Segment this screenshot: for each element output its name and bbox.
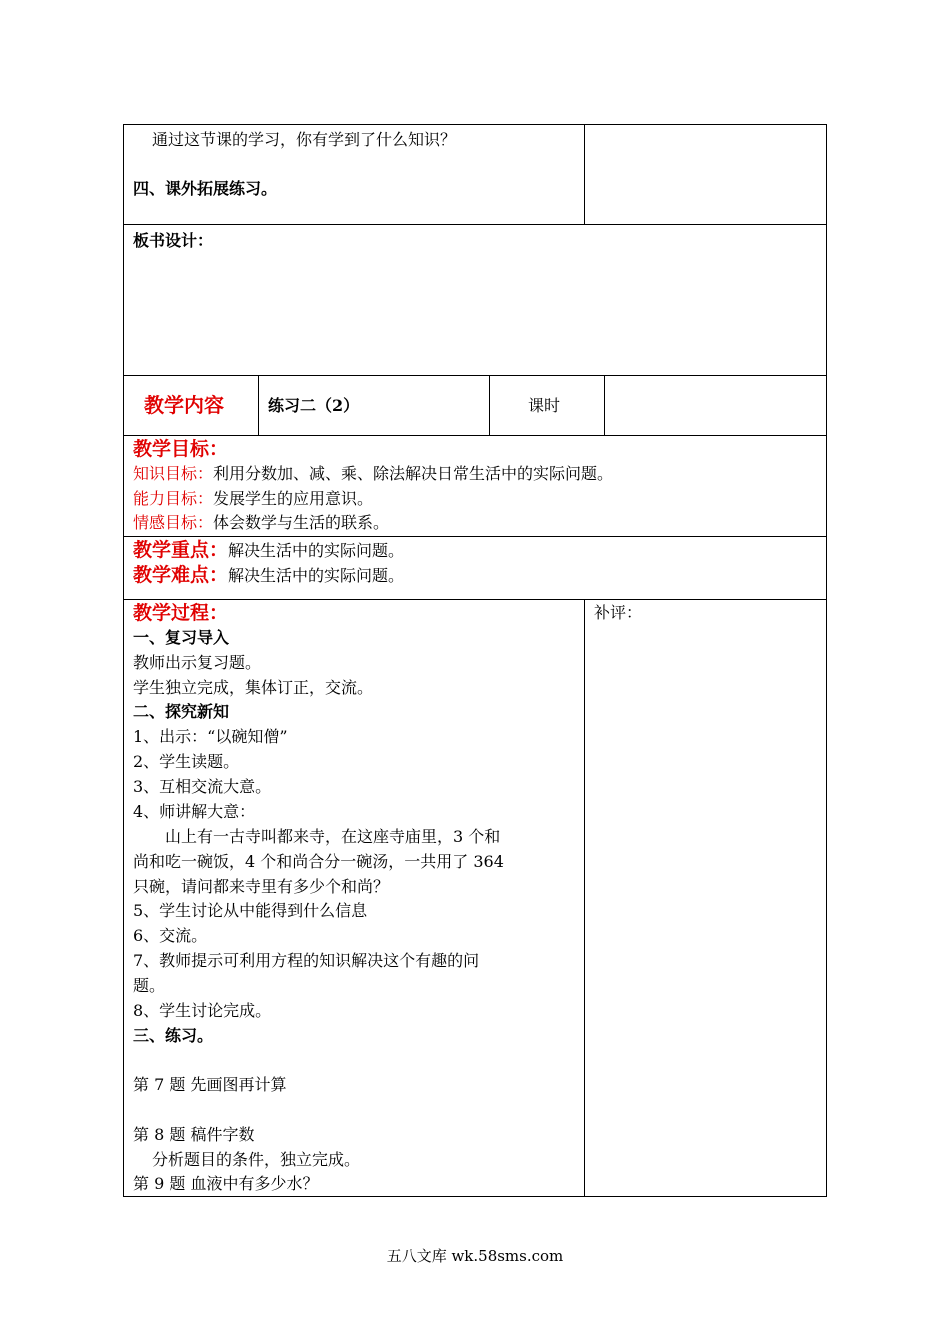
goal-ability-text: 发展学生的应用意识。	[213, 489, 374, 508]
teaching-focus-label: 教学重点：	[133, 539, 229, 561]
teaching-difficulty-text: 解决生活中的实际问题。	[228, 566, 405, 585]
process-step: 8、学生讨论完成。	[133, 1001, 272, 1020]
teaching-focus	[133, 538, 404, 563]
explore-heading: 二、探究新知	[133, 702, 230, 721]
row-divider	[123, 375, 827, 376]
period-label: 课时	[528, 396, 561, 415]
column-divider	[584, 124, 585, 224]
page-footer: 五八文库 wk.58sms.com	[386, 1247, 564, 1265]
teaching-focus-text: 解决生活中的实际问题。	[228, 541, 405, 560]
row-divider	[123, 599, 827, 600]
process-step: 1、出示：“以碗知僧”	[133, 727, 288, 746]
table-border-left	[123, 124, 124, 1197]
teaching-difficulty-label: 教学难点：	[133, 564, 229, 586]
column-divider	[604, 375, 605, 435]
story-line: 只碗，请问都来寺里有多少个和尚？	[133, 877, 390, 896]
exercise-item: 第 9 题 血液中有多少水？	[133, 1174, 319, 1193]
story-line: 尚和吃一碗饭，4 个和尚合分一碗汤，一共用了 364	[133, 852, 504, 871]
story-line: 山上有一古寺叫都来寺，在这座寺庙里，3 个和	[165, 827, 501, 846]
process-step: 5、学生讨论从中能得到什么信息	[133, 901, 368, 920]
teaching-difficulty	[133, 563, 404, 588]
table-border-top	[123, 124, 827, 125]
goal-emotion	[133, 511, 389, 535]
process-step: 题。	[133, 976, 166, 995]
row-divider	[123, 536, 827, 537]
column-divider	[489, 375, 490, 435]
review-heading: 一、复习导入	[133, 628, 230, 647]
content-value: 练习二（2）	[268, 396, 360, 415]
process-step: 6、交流。	[133, 926, 208, 945]
process-title: 教学过程：	[133, 602, 229, 624]
board-design-label: 板书设计：	[133, 231, 214, 250]
practice-heading: 三、练习。	[133, 1026, 214, 1045]
table-border-right	[826, 124, 827, 1197]
extension-heading: 四、课外拓展练习。	[133, 179, 278, 198]
table-border-bottom	[123, 1196, 827, 1197]
goal-ability-label: 能力目标：	[133, 489, 214, 508]
goal-emotion-text: 体会数学与生活的联系。	[213, 513, 390, 532]
exercise-item: 分析题目的条件，独立完成。	[152, 1150, 361, 1169]
goals-title: 教学目标：	[133, 438, 229, 460]
exercise-item: 第 8 题 稿件字数	[133, 1125, 255, 1144]
exercise-item: 第 7 题 先画图再计算	[133, 1075, 287, 1094]
remarks-label: 补评：	[594, 603, 643, 622]
process-step: 3、互相交流大意。	[133, 777, 272, 796]
column-divider	[584, 599, 585, 1196]
process-line: 学生独立完成，集体订正，交流。	[133, 678, 374, 697]
content-label: 教学内容	[144, 393, 224, 417]
process-step: 2、学生读题。	[133, 752, 240, 771]
goal-knowledge-text: 利用分数加、减、乘、除法解决日常生活中的实际问题。	[213, 464, 614, 483]
row-divider	[123, 224, 827, 225]
goal-knowledge	[133, 462, 613, 486]
summary-question: 通过这节课的学习，你有学到了什么知识？	[152, 130, 457, 149]
process-step: 7、教师提示可利用方程的知识解决这个有趣的问	[133, 951, 480, 970]
row-divider	[123, 435, 827, 436]
goal-emotion-label: 情感目标：	[133, 513, 214, 532]
process-step: 4、师讲解大意：	[133, 802, 256, 821]
goal-knowledge-label: 知识目标：	[133, 464, 214, 483]
column-divider	[258, 375, 259, 435]
process-line: 教师出示复习题。	[133, 653, 262, 672]
goal-ability	[133, 487, 373, 511]
